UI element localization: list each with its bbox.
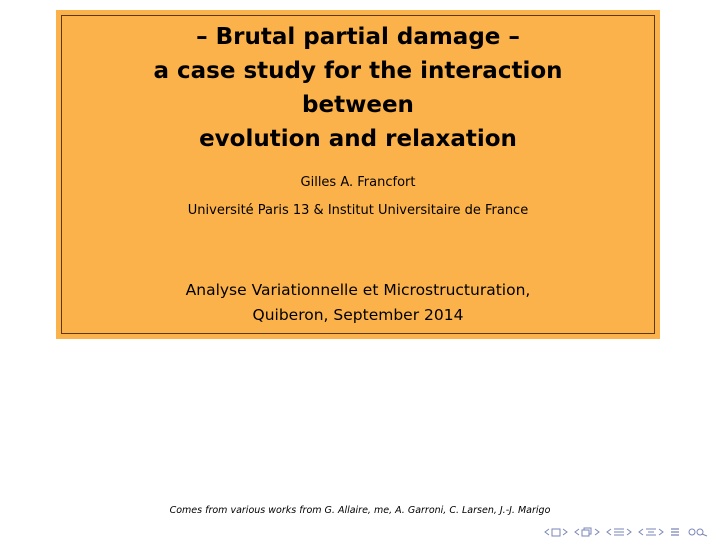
slide-nav [638,527,664,537]
slide-icon[interactable] [645,527,657,537]
title-box [56,10,660,339]
author: Gilles A. Francfort [300,175,416,190]
title-line-4: evolution and relaxation [199,126,517,152]
subsection-nav [574,527,600,537]
section-nav [606,527,632,537]
next-frame-icon[interactable] [562,528,568,536]
event-line-1: Analyse Variationnelle et Microstructuration, [185,281,531,299]
align-icon[interactable] [670,527,680,537]
affiliation: Université Paris 13 & Institut Universitaire de France [187,203,529,218]
footnote: Comes from various works from G. Allaire, me, A. Garroni, C. Larsen, J.-J. Marigo [169,505,551,516]
prev-section-icon[interactable] [606,528,612,536]
event-line-2: Quiberon, September 2014 [252,306,464,324]
search-icon[interactable] [686,527,710,537]
title-line-3: between [302,92,414,118]
slide-title [56,20,660,156]
next-slide-icon[interactable] [658,528,664,536]
frame-icon[interactable] [551,528,561,537]
title-line-1: – Brutal partial damage – [196,24,520,50]
navigation-bar [544,527,710,537]
frame-nav [544,528,568,537]
prev-subsection-icon[interactable] [574,528,580,536]
next-section-icon[interactable] [626,528,632,536]
prev-slide-icon[interactable] [638,528,644,536]
next-subsection-icon[interactable] [594,528,600,536]
section-icon[interactable] [613,527,625,537]
event-info [56,278,660,328]
prev-frame-icon[interactable] [544,528,550,536]
subsection-icon[interactable] [581,527,593,537]
title-line-2: a case study for the interaction [153,58,563,84]
